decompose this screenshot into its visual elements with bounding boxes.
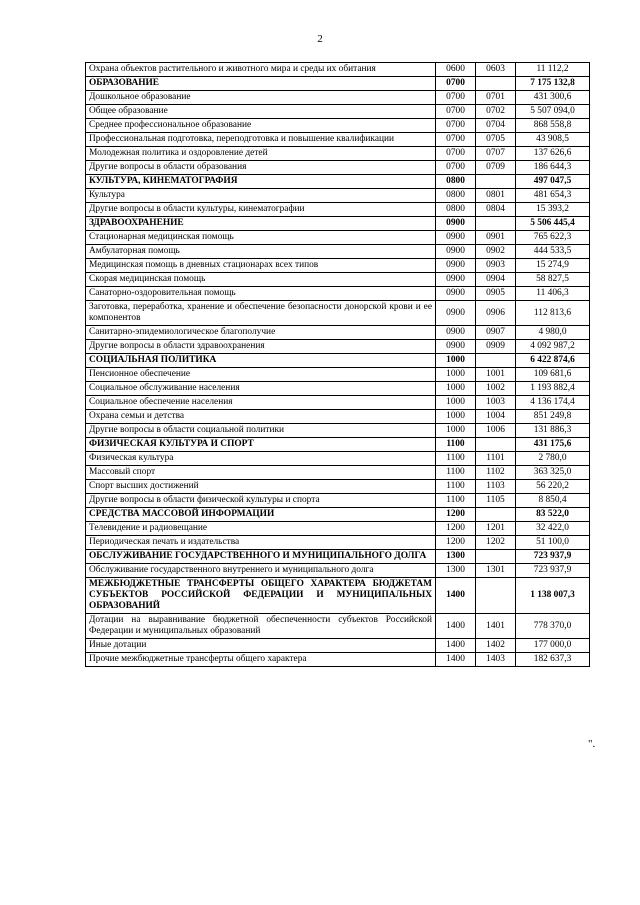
row-amount-cell: 431 300,6 <box>516 91 590 105</box>
row-section-cell: 0700 <box>436 91 476 105</box>
row-section-cell: 0700 <box>436 77 476 91</box>
row-amount-cell: 177 000,0 <box>516 639 590 653</box>
table-row <box>86 410 590 424</box>
row-name-cell: Скорая медицинская помощь <box>86 273 436 287</box>
row-subsection-cell: 1201 <box>476 522 516 536</box>
row-subsection-cell: 0901 <box>476 231 516 245</box>
row-amount-cell: 109 681,6 <box>516 368 590 382</box>
row-name-cell: ОБРАЗОВАНИЕ <box>86 77 436 91</box>
row-subsection-cell: 0702 <box>476 105 516 119</box>
row-amount-cell: 481 654,3 <box>516 189 590 203</box>
row-section-cell: 1200 <box>436 508 476 522</box>
row-subsection-cell: 1403 <box>476 653 516 667</box>
row-amount-cell: 1 138 007,3 <box>516 578 590 614</box>
row-name-cell: Санаторно-оздоровительная помощь <box>86 287 436 301</box>
row-name-cell: Другие вопросы в области образования <box>86 161 436 175</box>
row-name-cell: Общее образование <box>86 105 436 119</box>
row-section-cell: 1100 <box>436 480 476 494</box>
table-row <box>86 63 590 77</box>
row-subsection-cell: 1001 <box>476 368 516 382</box>
row-name-cell: Профессиональная подготовка, переподготовка и повышение квалификации <box>86 133 436 147</box>
row-subsection-cell: 0907 <box>476 326 516 340</box>
row-amount-cell: 56 220,2 <box>516 480 590 494</box>
row-amount-cell: 363 325,0 <box>516 466 590 480</box>
row-amount-cell: 43 908,5 <box>516 133 590 147</box>
row-subsection-cell: 1401 <box>476 614 516 639</box>
row-amount-cell: 4 136 174,4 <box>516 396 590 410</box>
row-subsection-cell: 1301 <box>476 564 516 578</box>
table-row <box>86 466 590 480</box>
row-name-cell: Заготовка, переработка, хранение и обеспечение безопасности донорской крови и ее компонентов <box>86 301 436 326</box>
row-name-cell: СРЕДСТВА МАССОВОЙ ИНФОРМАЦИИ <box>86 508 436 522</box>
row-name-cell: Дошкольное образование <box>86 91 436 105</box>
row-section-cell: 1000 <box>436 354 476 368</box>
row-section-cell: 0900 <box>436 245 476 259</box>
row-amount-cell: 7 175 132,8 <box>516 77 590 91</box>
row-amount-cell: 58 827,5 <box>516 273 590 287</box>
table-section-row <box>86 354 590 368</box>
row-section-cell: 1400 <box>436 614 476 639</box>
row-section-cell: 1400 <box>436 578 476 614</box>
row-section-cell: 1100 <box>436 452 476 466</box>
table-row <box>86 105 590 119</box>
row-section-cell: 1000 <box>436 396 476 410</box>
row-amount-cell: 2 780,0 <box>516 452 590 466</box>
row-subsection-cell: 1003 <box>476 396 516 410</box>
row-section-cell: 0700 <box>436 147 476 161</box>
row-name-cell: ФИЗИЧЕСКАЯ КУЛЬТУРА И СПОРТ <box>86 438 436 452</box>
table-row <box>86 259 590 273</box>
row-section-cell: 0900 <box>436 273 476 287</box>
row-subsection-cell: 1402 <box>476 639 516 653</box>
row-amount-cell: 723 937,9 <box>516 550 590 564</box>
table-row <box>86 536 590 550</box>
row-name-cell: Пенсионное обеспечение <box>86 368 436 382</box>
row-name-cell: Среднее профессиональное образование <box>86 119 436 133</box>
row-section-cell: 1300 <box>436 564 476 578</box>
table-row <box>86 147 590 161</box>
row-section-cell: 0900 <box>436 259 476 273</box>
table-row <box>86 494 590 508</box>
row-amount-cell: 431 175,6 <box>516 438 590 452</box>
row-section-cell: 0700 <box>436 119 476 133</box>
table-row <box>86 119 590 133</box>
table-row <box>86 340 590 354</box>
row-subsection-cell <box>476 578 516 614</box>
table-section-row <box>86 578 590 614</box>
row-amount-cell: 83 522,0 <box>516 508 590 522</box>
row-section-cell: 0600 <box>436 63 476 77</box>
table-row <box>86 161 590 175</box>
row-amount-cell: 15 274,9 <box>516 259 590 273</box>
row-amount-cell: 131 886,3 <box>516 424 590 438</box>
page-number: 2 <box>317 33 323 45</box>
row-section-cell: 1200 <box>436 522 476 536</box>
row-name-cell: Охрана объектов растительного и животного мира и среды их обитания <box>86 63 436 77</box>
table-row <box>86 564 590 578</box>
table-row <box>86 133 590 147</box>
row-amount-cell: 137 626,6 <box>516 147 590 161</box>
table-section-row <box>86 550 590 564</box>
table-row <box>86 452 590 466</box>
row-section-cell: 1000 <box>436 410 476 424</box>
row-amount-cell: 5 506 445,4 <box>516 217 590 231</box>
row-amount-cell: 444 533,5 <box>516 245 590 259</box>
table-row <box>86 653 590 667</box>
table-row <box>86 614 590 639</box>
table-row <box>86 189 590 203</box>
row-amount-cell: 868 558,8 <box>516 119 590 133</box>
row-name-cell: Другие вопросы в области социальной политики <box>86 424 436 438</box>
row-subsection-cell: 0701 <box>476 91 516 105</box>
table-row <box>86 326 590 340</box>
row-section-cell: 0700 <box>436 105 476 119</box>
table-section-row <box>86 508 590 522</box>
table-section-row <box>86 77 590 91</box>
closing-quote-mark: ". <box>588 738 596 750</box>
row-name-cell: Дотации на выравнивание бюджетной обеспеченности субъектов Российской Федерации и муниципальных образований <box>86 614 436 639</box>
table-row <box>86 396 590 410</box>
row-section-cell: 0900 <box>436 301 476 326</box>
row-subsection-cell: 0906 <box>476 301 516 326</box>
row-subsection-cell <box>476 217 516 231</box>
row-subsection-cell: 0705 <box>476 133 516 147</box>
row-subsection-cell <box>476 508 516 522</box>
table-row <box>86 424 590 438</box>
row-section-cell: 1000 <box>436 382 476 396</box>
row-amount-cell: 4 092 987,2 <box>516 340 590 354</box>
row-section-cell: 0800 <box>436 203 476 217</box>
row-subsection-cell: 0704 <box>476 119 516 133</box>
row-subsection-cell: 0902 <box>476 245 516 259</box>
table-row <box>86 522 590 536</box>
table-row <box>86 480 590 494</box>
row-name-cell: Другие вопросы в области культуры, кинематографии <box>86 203 436 217</box>
row-name-cell: Прочие межбюджетные трансферты общего характера <box>86 653 436 667</box>
table-row <box>86 639 590 653</box>
row-name-cell: СОЦИАЛЬНАЯ ПОЛИТИКА <box>86 354 436 368</box>
row-section-cell: 1400 <box>436 639 476 653</box>
table-row <box>86 91 590 105</box>
row-amount-cell: 11 406,3 <box>516 287 590 301</box>
row-section-cell: 0700 <box>436 161 476 175</box>
row-amount-cell: 8 850,4 <box>516 494 590 508</box>
row-name-cell: Массовый спорт <box>86 466 436 480</box>
row-subsection-cell: 1105 <box>476 494 516 508</box>
row-section-cell: 0900 <box>436 217 476 231</box>
row-name-cell: МЕЖБЮДЖЕТНЫЕ ТРАНСФЕРТЫ ОБЩЕГО ХАРАКТЕРА БЮДЖЕТАМ СУБЪЕКТОВ РОССИЙСКОЙ ФЕДЕРАЦИИ И МУНИЦИПАЛЬНЫХ ОБРАЗОВАНИЙ <box>86 578 436 614</box>
row-name-cell: Другие вопросы в области здравоохранения <box>86 340 436 354</box>
table-row <box>86 301 590 326</box>
row-subsection-cell: 0903 <box>476 259 516 273</box>
row-subsection-cell: 0804 <box>476 203 516 217</box>
row-name-cell: Другие вопросы в области физической культуры и спорта <box>86 494 436 508</box>
row-section-cell: 1000 <box>436 368 476 382</box>
row-amount-cell: 182 637,3 <box>516 653 590 667</box>
row-name-cell: Стационарная медицинская помощь <box>86 231 436 245</box>
row-subsection-cell: 0909 <box>476 340 516 354</box>
row-amount-cell: 851 249,8 <box>516 410 590 424</box>
row-section-cell: 1400 <box>436 653 476 667</box>
row-name-cell: Молодежная политика и оздоровление детей <box>86 147 436 161</box>
row-section-cell: 1200 <box>436 536 476 550</box>
row-amount-cell: 497 047,5 <box>516 175 590 189</box>
row-section-cell: 1300 <box>436 550 476 564</box>
table-section-row <box>86 438 590 452</box>
row-subsection-cell: 0709 <box>476 161 516 175</box>
row-amount-cell: 51 100,0 <box>516 536 590 550</box>
row-subsection-cell: 1004 <box>476 410 516 424</box>
row-section-cell: 0800 <box>436 189 476 203</box>
row-name-cell: Санитарно-эпидемиологическое благополучие <box>86 326 436 340</box>
row-amount-cell: 4 980,0 <box>516 326 590 340</box>
row-section-cell: 0900 <box>436 340 476 354</box>
row-name-cell: Амбулаторная помощь <box>86 245 436 259</box>
row-subsection-cell: 1006 <box>476 424 516 438</box>
table-row <box>86 287 590 301</box>
row-section-cell: 1100 <box>436 494 476 508</box>
row-name-cell: Культура <box>86 189 436 203</box>
row-subsection-cell: 0603 <box>476 63 516 77</box>
row-subsection-cell: 1202 <box>476 536 516 550</box>
row-name-cell: ЗДРАВООХРАНЕНИЕ <box>86 217 436 231</box>
row-subsection-cell: 0905 <box>476 287 516 301</box>
row-amount-cell: 186 644,3 <box>516 161 590 175</box>
row-amount-cell: 723 937,9 <box>516 564 590 578</box>
row-subsection-cell: 1103 <box>476 480 516 494</box>
row-subsection-cell <box>476 438 516 452</box>
row-section-cell: 1100 <box>436 466 476 480</box>
row-name-cell: Социальное обслуживание населения <box>86 382 436 396</box>
row-subsection-cell: 1102 <box>476 466 516 480</box>
row-amount-cell: 778 370,0 <box>516 614 590 639</box>
row-amount-cell: 11 112,2 <box>516 63 590 77</box>
table-section-row <box>86 217 590 231</box>
row-name-cell: ОБСЛУЖИВАНИЕ ГОСУДАРСТВЕННОГО И МУНИЦИПАЛЬНОГО ДОЛГА <box>86 550 436 564</box>
table-row <box>86 203 590 217</box>
row-amount-cell: 32 422,0 <box>516 522 590 536</box>
budget-table <box>85 62 590 667</box>
row-name-cell: Спорт высших достижений <box>86 480 436 494</box>
row-name-cell: Обслуживание государственного внутреннего и муниципального долга <box>86 564 436 578</box>
row-subsection-cell <box>476 77 516 91</box>
row-section-cell: 0800 <box>436 175 476 189</box>
row-name-cell: Социальное обеспечение населения <box>86 396 436 410</box>
row-section-cell: 1000 <box>436 424 476 438</box>
row-name-cell: Иные дотации <box>86 639 436 653</box>
row-amount-cell: 1 193 882,4 <box>516 382 590 396</box>
row-subsection-cell <box>476 175 516 189</box>
row-subsection-cell: 1101 <box>476 452 516 466</box>
row-name-cell: Телевидение и радиовещание <box>86 522 436 536</box>
row-subsection-cell: 0801 <box>476 189 516 203</box>
row-section-cell: 0900 <box>436 326 476 340</box>
row-subsection-cell: 1002 <box>476 382 516 396</box>
row-amount-cell: 765 622,3 <box>516 231 590 245</box>
row-section-cell: 1100 <box>436 438 476 452</box>
table-section-row <box>86 175 590 189</box>
row-amount-cell: 6 422 874,6 <box>516 354 590 368</box>
row-section-cell: 0700 <box>436 133 476 147</box>
table-row <box>86 245 590 259</box>
row-name-cell: Медицинская помощь в дневных стационарах всех типов <box>86 259 436 273</box>
row-name-cell: Физическая культура <box>86 452 436 466</box>
table-row <box>86 273 590 287</box>
row-name-cell: Периодическая печать и издательства <box>86 536 436 550</box>
row-subsection-cell: 0707 <box>476 147 516 161</box>
row-amount-cell: 15 393,2 <box>516 203 590 217</box>
row-subsection-cell <box>476 354 516 368</box>
row-section-cell: 0900 <box>436 287 476 301</box>
row-amount-cell: 5 507 094,0 <box>516 105 590 119</box>
row-subsection-cell <box>476 550 516 564</box>
row-subsection-cell: 0904 <box>476 273 516 287</box>
table-row <box>86 231 590 245</box>
row-name-cell: Охрана семьи и детства <box>86 410 436 424</box>
row-amount-cell: 112 813,6 <box>516 301 590 326</box>
table-row <box>86 368 590 382</box>
row-section-cell: 0900 <box>436 231 476 245</box>
budget-table-body <box>86 63 590 667</box>
row-name-cell: КУЛЬТУРА, КИНЕМАТОГРАФИЯ <box>86 175 436 189</box>
table-row <box>86 382 590 396</box>
